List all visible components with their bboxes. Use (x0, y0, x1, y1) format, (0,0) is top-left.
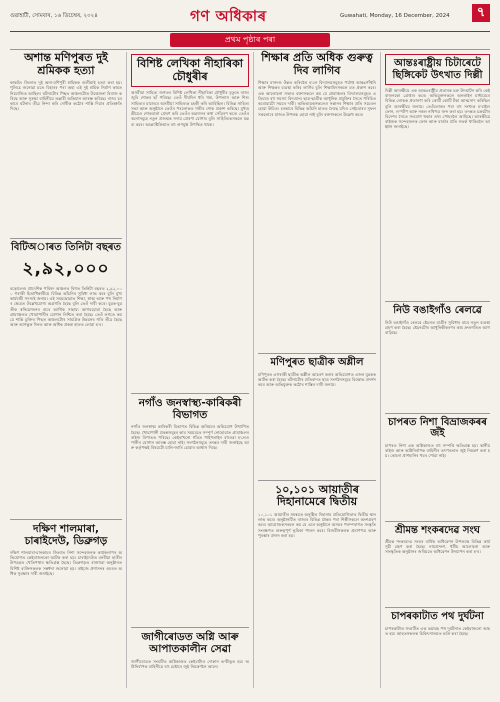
divider (258, 353, 376, 354)
column-4 (385, 52, 490, 688)
btr-figure: ২,৯২,০০০ (22, 258, 110, 279)
article-education-body: শিক্ষাৰ মানদণ্ড উন্নত কৰিবলৈ হ'লে বিদ্যালয়সমূহত পৰ্যাপ্ত আন্তঃগাঁথনি আৰু শিক্ষকৰ ব্যৱস্থা কৰিব লাগিব বুলি শিক্ষাবিদসকলে মত প্ৰকাশ কৰে। এক আলোচনা সভাত বক্তাসকলে কয় যে গ্ৰামাঞ্চলৰ বিদ্যালয়সমূহত এতিয়াও বহু সমস্যা বিদ্যমান। ছাত্ৰ-ছাত্ৰীক আধুনিক প্ৰযুক্তিৰ সৈতে পৰিচিত কৰোৱাটো সময়ৰ দাবী। অভিভাৱকসকলেও সন্তানৰ শিক্ষাৰ প্ৰতি সচেতন হোৱা উচিত। চৰকাৰে বিভিন্ন আঁচনি হাতত লৈছে যদিও সেইবোৰৰ সুফল সকলোৰে মাজত উপলব্ধ হোৱা নাই বুলি বক্তাসকলে উল্লেখ কৰে। (258, 80, 378, 117)
headline-education: শিক্ষাৰ প্ৰতি অধিক গুৰুত্ব দিব লাগিব (261, 51, 373, 77)
headline-manipur: অশান্ত মণিপুৰত দুই শ্ৰমিকক হত্যা (24, 51, 108, 77)
headline-sankardev-sangha: শ্ৰীমন্ত শংকৰদেৱ সংঘ (395, 524, 480, 536)
article-chaparkata-accident-body: চাপৰকাটাত সংঘটিত এক ভয়াৱহ পথ দুৰ্ঘটনাত কেইবাজনো আহত হয়। আহতসকলক চিকিৎসালয়ত ভৰ্তি কৰা হৈছে। (385, 625, 490, 636)
headline-dihanam: ১০,১০১ আয়াতীৰ দিহানামেৰে দ্বিতীয় (275, 482, 359, 509)
article-jagiroad-body: জাগীৰোডত সংঘটিত অগ্নিকাণ্ডত কেইবাটাও দোকান ভস্মীভূত হয়। অগ্নিনিৰ্বাপক বাহিনীয়ে বহু চেষ্টাৰে জুই নিয়ন্ত্ৰণলৈ আনে। (131, 658, 249, 669)
divider (10, 519, 122, 520)
divider (385, 301, 490, 302)
article-dihanam-body: ১০,১০১ আয়াতীৰ সমন্বয়ত অনুষ্ঠিত দিহানাম প্ৰতিযোগিতাত দ্বিতীয় স্থান লাভ কৰে। অনুষ্ঠানটিত ৰাজ্যৰ বিভিন্ন প্ৰান্তৰ পৰা শিল্পীসকলে অংশগ্ৰহণ কৰে। আয়োজকসকলে কয় যে এনে অনুষ্ঠানে অসমৰ পৰম্পৰাগত সংস্কৃতি সংৰক্ষণত গুৰুত্বপূৰ্ণ ভূমিকা পালন কৰে। বিজয়ীসকলক প্ৰমাণপত্ৰ আৰু পুৰস্কাৰ প্ৰদান কৰা হয়। (258, 512, 378, 538)
divider (131, 393, 249, 394)
divider (258, 480, 376, 481)
column-divider (253, 52, 254, 688)
divider (385, 521, 490, 522)
section-banner: প্ৰথম পৃষ্ঠাৰ পৰা (170, 33, 330, 47)
column-3 (258, 52, 376, 688)
article-sankardev-sangha-body: শ্ৰীমন্ত শংকৰদেৱ সংঘৰ বাৰ্ষিক অধিৱেশন উপলক্ষে বিভিন্ন কাৰ্যসূচী গ্ৰহণ কৰা হৈছে। নামপ্ৰসংগ, ধৰ্মীয় আলোচনা আৰু সাংস্কৃতিক অনুষ্ঠানৰ জৰিয়তে অধিৱেশন উদযাপন কৰা হ'ব। (385, 539, 492, 555)
column-2 (131, 52, 249, 688)
divider (385, 413, 490, 414)
article-niharika-body: অসমীয়া সাহিত্য জগতৰ বিশিষ্ট লেখিকা নীহাৰিকা চৌধুৰীৰ মৃত্যুত ৰাজ্যজুৰি শোকৰ ছাঁ পৰিছে। তেওঁ দীৰ্ঘদিন ধৰি গল্প, উপন্যাস আৰু শিশু সাহিত্যৰ মাজেৰে অসমীয়া সাহিত্যক চহকী কৰি আহিছিল। বিভিন্ন সাহিত্য সভা আৰু অনুষ্ঠানে তেওঁৰ পৰলোকত গভীৰ শোক প্ৰকাশ কৰিছে। মুখ্যমন্ত্ৰীয়েও শোকবাৰ্তা প্ৰেৰণ কৰি তেওঁৰ অৱদানৰ কথা সোঁৱৰণ কৰে। তেওঁৰ ৰচনাসমূহে নতুন প্ৰজন্মক সদায় প্ৰেৰণা যোগাব বুলি সাহিত্যিকসকলে মন্তব্য কৰে। অন্ত্যেষ্টিক্ৰিয়াত বহু গুণমুগ্ধ উপস্থিত থাকে। (131, 90, 251, 127)
newspaper-logo: গণ অধিকাৰ (190, 7, 267, 25)
divider (385, 607, 490, 608)
column-divider (380, 52, 381, 688)
article-manipur-student-body: মণিপুৰত এগৰাকী ছাত্ৰীক অশ্লীল আচৰণ কৰাৰ অভিযোগত এজন যুৱকক আটক কৰা হৈছে। ঘটনাটোৰ প্ৰতিবাদত ছাত্ৰ সংগঠনসমূহে বিক্ষোভ প্ৰদৰ্শন কৰে আৰু অভিযুক্তক কঠোৰ শাস্তিৰ দাবী জনায়। (258, 371, 378, 388)
headline-south-salmara: দক্ষিণ শালমাৰা, চাৰাইদেউ, ডিব্ৰুগড় (24, 522, 108, 547)
headline-jagiroad: জাগীৰোডত অগ্নি আৰু আপাতকালীন সেৱা (141, 631, 239, 656)
divider (131, 627, 249, 628)
headline-niharika-text: বিশিষ্ট লেখিকা নীহাৰিকা চৌধুৰীৰ (136, 57, 243, 83)
masthead-date-english: Guwahati, Monday, 16 December, 2024 (340, 13, 450, 19)
article-new-bongaigaon-body: নিউ বঙাইগাঁও ৰেলৱে ষ্টেচনত যাত্ৰীৰ সুবিধাৰ বাবে নতুন ব্যৱস্থা গ্ৰহণ কৰা হৈছে। ষ্টেচনটোৰ আধুনিকীকৰণৰ কাম দ্ৰুতগতিত আগবাঢ়িছে। (385, 319, 492, 335)
headline-chaparkata-accident: চাপৰকাটাত পথ দুৰ্ঘটনা (391, 611, 484, 622)
divider (10, 238, 122, 239)
headline-manipur-student: মণিপুৰত ছাত্ৰীক অশ্লীল (270, 357, 364, 369)
masthead-date-assamese: গুৱাহাটী, সোমবাৰ, ১৬ ডিচেম্বৰ, ২০২৪ (10, 13, 98, 19)
headline-new-bongaigaon: নিউ বঙাইগাঁও ৰেলৱে (393, 305, 482, 316)
header-rule (10, 31, 490, 32)
article-manipur-body: কাকচিং জিলাত দুই অনা-মণিপুৰী শ্ৰমিকক গুলীয়াই হত্যা কৰা হয়। পুলিচে জনোৱা মতে বিহাৰৰ পৰা অহা এই দুই শ্ৰমিক নিৰ্মাণ কামত নিয়োজিত আছিল। ঘটনাটোৰ পিছত অঞ্চলটোত উত্তেজনা বিৰাজ কৰিছে আৰু সুৰক্ষা বাহিনীয়ে তল্লাচী অভিযান আৰম্ভ কৰিছে। ৰাজ্য চৰকাৰে ঘটনাৰ তীব্ৰ নিন্দা কৰি দোষীক কঠোৰ শাস্তি দিয়াৰ প্ৰতিশ্ৰুতি দিছে। (10, 80, 124, 112)
article-nagaon-phe-body: নগাঁও জনস্বাস্থ্য কাৰিকৰী বিভাগত বিভিন্ন অনিয়মৰ অভিযোগ উত্থাপিত হৈছে। খোৱাপানী প্ৰকল্পসমূহৰ কাম সময়মতে সম্পূৰ্ণ নোহোৱাত গ্ৰামাঞ্চলৰ ৰাইজ বিপাঙত পৰিছে। কেইবাখনো গাঁৱত পাইপলাইন বহুওৱা হ'লেও পানীৰ যোগান আৰম্ভ হোৱা নাই। সংগঠনসমূহে তদন্তৰ দাবী জনাইছে আৰু কৰ্তৃপক্ষই বিষয়টো চালি-জাৰি চোৱাৰ আশ্বাস দিছে। (131, 424, 251, 451)
banner-rule (10, 49, 490, 50)
headline-chapar-fire: চাপৰত নিশা বিভ্ৰাজকৰৰ জঁই (388, 416, 487, 439)
page-number: ৭ (472, 4, 490, 22)
masthead (10, 4, 490, 30)
headline-nagaon-phe: নগাঁও জনস্বাস্থ্য-কাৰিকৰী বিভাগত (138, 397, 242, 422)
headline-delhi-syndicate-text: আন্তঃৰাষ্ট্ৰীয় চিটাৰেটে ছিঙ্গিকেট উৎখাত দিল্লী (392, 58, 483, 81)
column-divider (126, 52, 127, 688)
article-delhi-syndicate-body: দিল্লী আৰক্ষীয়ে এক আন্তঃৰাষ্ট্ৰীয় প্ৰতাৰক চক্ৰ উদঘাটন কৰি কেইবাজনকো গ্ৰেপ্তাৰ কৰে। অভিযুক্তসকলে অনলাইন মাধ্যমেৰে বিভিন্ন লোকক প্ৰতাৰণা কৰি কোটি কোটি টকা আত্মসাৎ কৰিছিল বুলি আৰক্ষীয়ে জনায়। তেওঁলোকৰ পৰা বহু সংখ্যক ম'বাইল ফোন, ল'পটপ আৰু নকল নথিপত্ৰ জব্দ কৰা হয়। তদন্তত চক্ৰটোৰ বিদেশৰ সৈতে সংযোগ থকাৰ তথ্য পোহৰলৈ আহিছে। আৰক্ষীয়ে ৰাইজক সন্দেহজনক ফোন আৰু বাৰ্তাৰ প্ৰতি সতৰ্ক থাকিবলৈ আহ্বান জনাইছে। (385, 88, 492, 130)
article-chapar-fire-body: চাপৰত নিশা এক অগ্নিকাণ্ডত বহু সম্পত্তি ক্ষতিগ্ৰস্ত হয়। স্থানীয় ৰাইজ আৰু অগ্নিনিৰ্বাপক বাহিনীৰ তৎপৰতাত জুই নিয়ন্ত্ৰণ কৰা হয়। কোনো প্ৰাণহানিৰ খবৰ পোৱা নাই। (385, 442, 492, 458)
headline-niharika (131, 54, 249, 87)
headline-delhi-syndicate (385, 54, 490, 85)
headline-btr: বিটিঅাৰত তিনিটা বছৰত (10, 242, 122, 254)
article-btr-body: বড়োলেণ্ড প্ৰাদেশিক পৰিষদ অঞ্চলত বিগত তিনিটা বছৰত ২,৯২,০০০ গৰাকী হিতাধিকাৰীয়ে বিভিন্ন আঁচনিৰ সুবিধা লাভ কৰে বুলি মুখ্য কাৰ্যবাহী সদস্যই জনায়। এই সময়ছোৱাত শিক্ষা, স্বাস্থ্য আৰু পথ নিৰ্মাণৰ ক্ষেত্ৰত উল্লেখযোগ্য অগ্ৰগতি হৈছে বুলি তেওঁ দাবী কৰে। যুৱক-যুৱতীক স্বনিয়োজনৰ বাবে আৰ্থিক সাহায্য আগবঢ়োৱা হৈছে আৰু গ্ৰামাঞ্চলত খোৱাপানীৰ যোগান নিশ্চিত কৰা হৈছে। তেওঁ লগতে কয় যে শান্তি চুক্তিৰ পিছত অঞ্চলটোৰ সামগ্ৰিক উন্নয়নৰ গতি তীব্ৰ হৈছে আৰু আগন্তুক দিনত আৰু অধিক প্ৰকল্প হাতত লোৱা হ'ব। (10, 285, 124, 328)
column-1 (10, 52, 122, 688)
article-south-salmara-body: দক্ষিণ শালমাৰা-মানকাচৰ জিলাত নিশা সন্দেহজনক কাৰ্যকলাপৰ অভিযোগত কেইবাজনকো আটক কৰা হয়। চাৰাইদেউত বনৰীয়া হাতীৰ উপদ্ৰৱত খেতিপথাৰ ক্ষতিগ্ৰস্ত হৈছে। ডিব্ৰুগড়ত ৰাজহুৱা অনুষ্ঠানত বিশিষ্ট ব্যক্তিসকলক সম্বৰ্ধনা জনোৱা হয়। ৰাইজে প্ৰশাসনৰ ওচৰত অধিক সুৰক্ষাৰ দাবী জনাইছে। (10, 549, 124, 576)
